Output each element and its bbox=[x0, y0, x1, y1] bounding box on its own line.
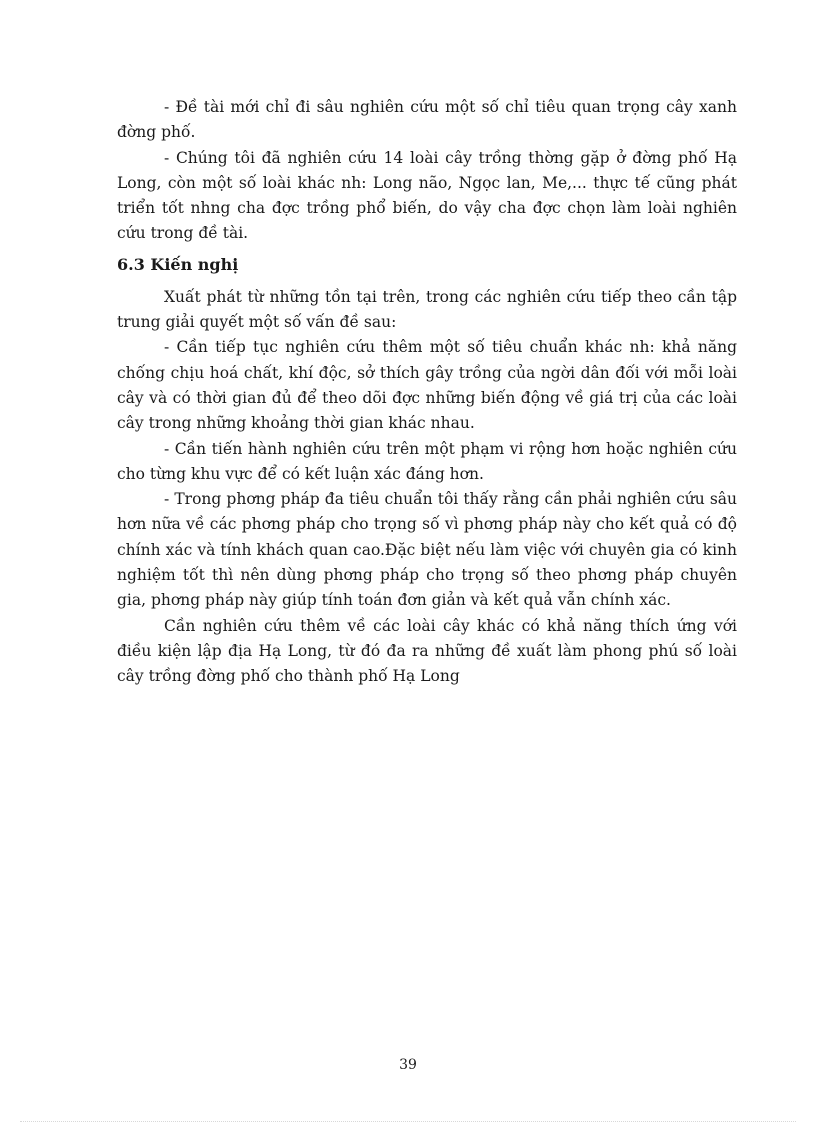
section-heading: 6.3 Kiến nghị bbox=[117, 254, 239, 274]
paragraph-intro: Xuất phát từ những tồn tại trên, trong các nghiên cứu tiếp theo cần tập trung giải quyết một số vấn đề sau: bbox=[117, 287, 737, 332]
paragraph-limitation-2: - Chúng tôi đã nghiên cứu 14 loài cây trồng thờng gặp ở đờng phố Hạ Long, còn một số loài khác nh: Long não, Ngọc lan, Me,... thực tế cũng phát triển tốt nhng cha đợc trồng phổ biến, do vậy cha đợc chọn làm loài nghiên cứu trong đề tài. bbox=[117, 148, 737, 243]
paragraph-recommendation-2: - Cần tiến hành nghiên cứu trên một phạm vi rộng hơn hoặc nghiên cứu cho từng khu vực để có kết luận xác đáng hơn. bbox=[117, 439, 737, 483]
page-number: 39 bbox=[399, 1057, 417, 1073]
page-bottom-divider bbox=[20, 1121, 796, 1122]
document-page bbox=[117, 95, 737, 690]
paragraph-limitation-1: - Đề tài mới chỉ đi sâu nghiên cứu một số chỉ tiêu quan trọng cây xanh đờng phố. bbox=[117, 98, 737, 142]
paragraph-recommendation-4: Cần nghiên cứu thêm về các loài cây khác có khả năng thích ứng với điều kiện lập địa Hạ Long, từ đó đa ra những đề xuất làm phong phú số loài cây trồng đờng phố cho thành phố Hạ Long bbox=[117, 616, 737, 686]
paragraph-recommendation-1: - Cần tiếp tục nghiên cứu thêm một số tiêu chuẩn khác nh: khả năng chống chịu hoá chất, khí độc, sở thích gây trồng của ngời dân đối với mỗi loài cây và có thời gian đủ để theo dõi đợc những biến động về giá trị của các loài cây trong những khoảng thời gian khác nhau. bbox=[117, 338, 737, 433]
paragraph-recommendation-3: - Trong phơng pháp đa tiêu chuẩn tôi thấy rằng cần phải nghiên cứu sâu hơn nữa về các phơng pháp cho trọng số vì phơng pháp này cho kết quả có độ chính xác và tính khách quan cao.Đặc biệt nếu làm việc với chuyên gia có kinh nghiệm tốt thì nên dùng phơng pháp cho trọng số theo phơng pháp chuyên gia, phơng pháp này giúp tính toán đơn giản và kết quả vẫn chính xác. bbox=[117, 490, 737, 610]
